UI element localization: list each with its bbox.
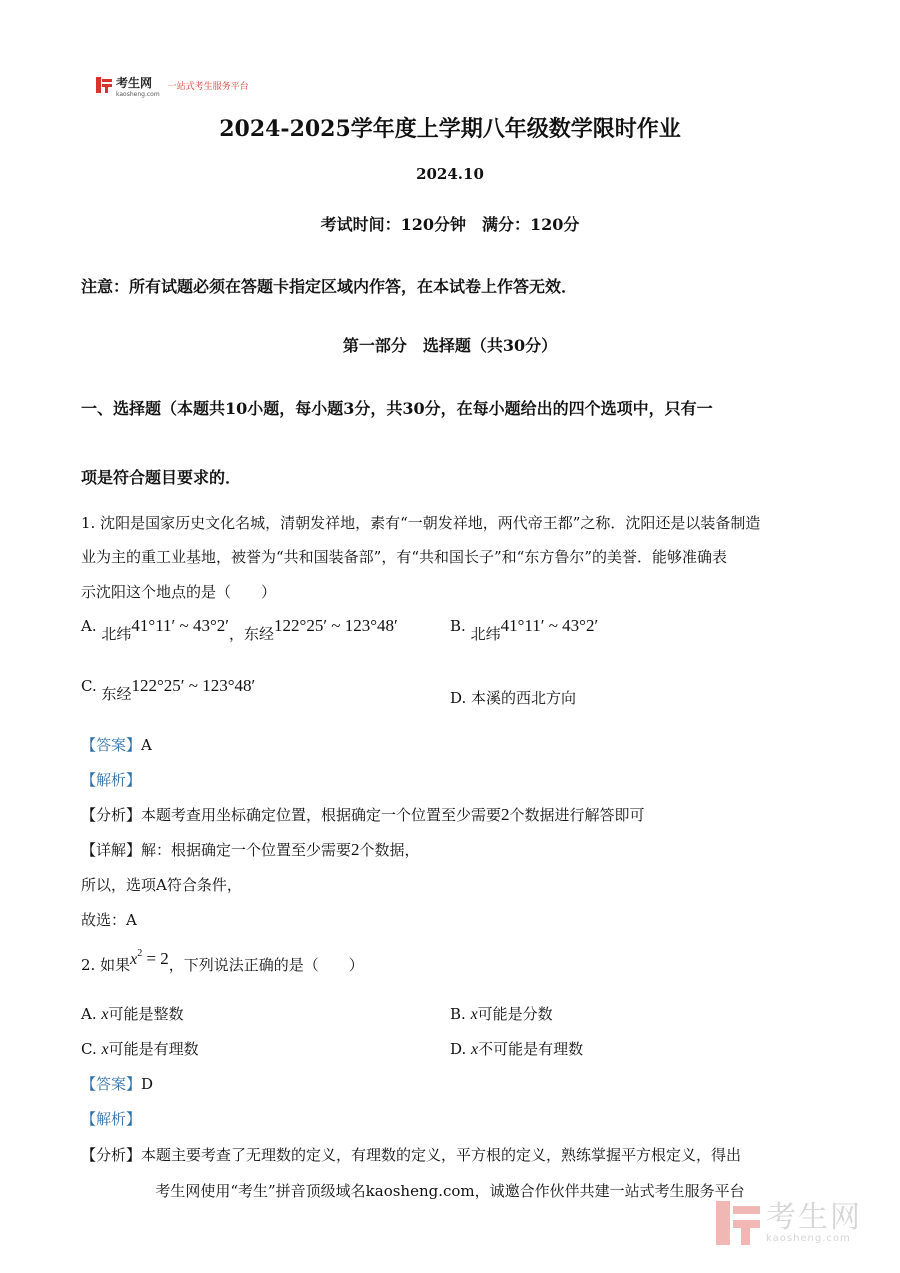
- logo-domain: kaosheng.com: [116, 91, 160, 98]
- page-footer: 考生网使用“考生”拼音顶级域名kaosheng.com，诚邀合作伙伴共建一站式考生服务平台: [155, 1182, 745, 1200]
- option-label: A.: [81, 617, 102, 635]
- exam-info: 考试时间：120分钟 满分：120分: [320, 215, 580, 234]
- q2-fenxi: 【分析】本题主要考查了无理数的定义，有理数的定义，平方根的定义，熟练掌握平方根定义，得出: [81, 1146, 742, 1164]
- watermark-name: 考生网: [766, 1199, 862, 1235]
- q1-answer: 【答案】A: [81, 736, 152, 754]
- notice: 注意：所有试题必须在答题卡指定区域内作答，在本试卷上作答无效．: [81, 277, 578, 296]
- q1-fenxi: 【分析】本题考查用坐标确定位置，根据确定一个位置至少需要2个数据进行解答即可: [81, 805, 645, 824]
- section-heading-line1: 一、选择题（本题共10小题，每小题3分，共30分，在每小题给出的四个选项中，只有一: [81, 399, 713, 418]
- option-label: D.: [450, 689, 472, 707]
- logo-slogan: 一站式考生服务平台: [167, 81, 249, 92]
- q2-answer: 【答案】D: [81, 1075, 154, 1093]
- q2-analysis-tag: 【解析】: [81, 1110, 142, 1128]
- watermark: [716, 1201, 862, 1245]
- latitude-range: 41°11′ ~ 43°2′: [500, 616, 599, 635]
- q1-choose-line: 故选：A: [81, 911, 137, 929]
- q2-option-a: A. x可能是整数: [81, 1005, 184, 1023]
- q1-option-d: D. 本溪的西北方向: [450, 689, 577, 707]
- q1-so-line: 所以，选项A符合条件，: [81, 876, 242, 894]
- option-label: C.: [81, 677, 102, 695]
- latitude-range: 41°11′ ~ 43°2′: [131, 616, 229, 635]
- doc-date: 2024.10: [416, 165, 484, 183]
- q2-option-b: B. x可能是分数: [450, 1005, 553, 1023]
- q1-option-c: C. 东经122°25′ ~ 123°48′: [81, 676, 256, 703]
- longitude-range: 122°25′ ~ 123°48′: [274, 616, 398, 635]
- q1-stem-line3: 示沈阳这个地点的是（ ）: [81, 583, 277, 601]
- section-heading-line2: 项是符合题目要求的．: [81, 468, 242, 487]
- longitude-range: 122°25′ ~ 123°48′: [131, 676, 256, 695]
- kaosheng-logo-icon: [96, 77, 112, 93]
- doc-title: 2024-2025学年度上学期八年级数学限时作业: [219, 116, 681, 142]
- q2-option-c: C. x可能是有理数: [81, 1040, 199, 1058]
- kaosheng-watermark-icon: [716, 1201, 760, 1245]
- watermark-domain: kaosheng.com: [766, 1232, 851, 1244]
- q1-stem-line1: 1. 沈阳是国家历史文化名城，清朝发祥地，素有“一朝发祥地，两代帝王都”之称．沈阳还是以装备制造: [81, 514, 761, 532]
- q1-stem-line2: 业为主的重工业基地，被誉为“共和国装备部”，有“共和国长子”和“东方鲁尔”的美誉．能够准确表: [81, 548, 728, 566]
- q2-stem: 2. 如果$x^2 = 2$，下列说法正确的是（ ）: [81, 948, 364, 974]
- q1-option-a: A. 北纬41°11′ ~ 43°2′，东经122°25′ ~ 123°48′: [81, 616, 398, 643]
- q1-analysis-tag: 【解析】: [81, 771, 142, 789]
- q1-option-b: B. 北纬41°11′ ~ 43°2′: [450, 616, 599, 643]
- q2-option-d: D. x不可能是有理数: [450, 1040, 584, 1058]
- header-logo: [96, 72, 249, 98]
- option-label: B.: [450, 617, 471, 635]
- q1-detail: 【详解】解：根据确定一个位置至少需要2个数据，: [81, 840, 420, 859]
- part-title: 第一部分 选择题（共30分）: [342, 336, 558, 355]
- logo-name: 考生网: [116, 76, 153, 90]
